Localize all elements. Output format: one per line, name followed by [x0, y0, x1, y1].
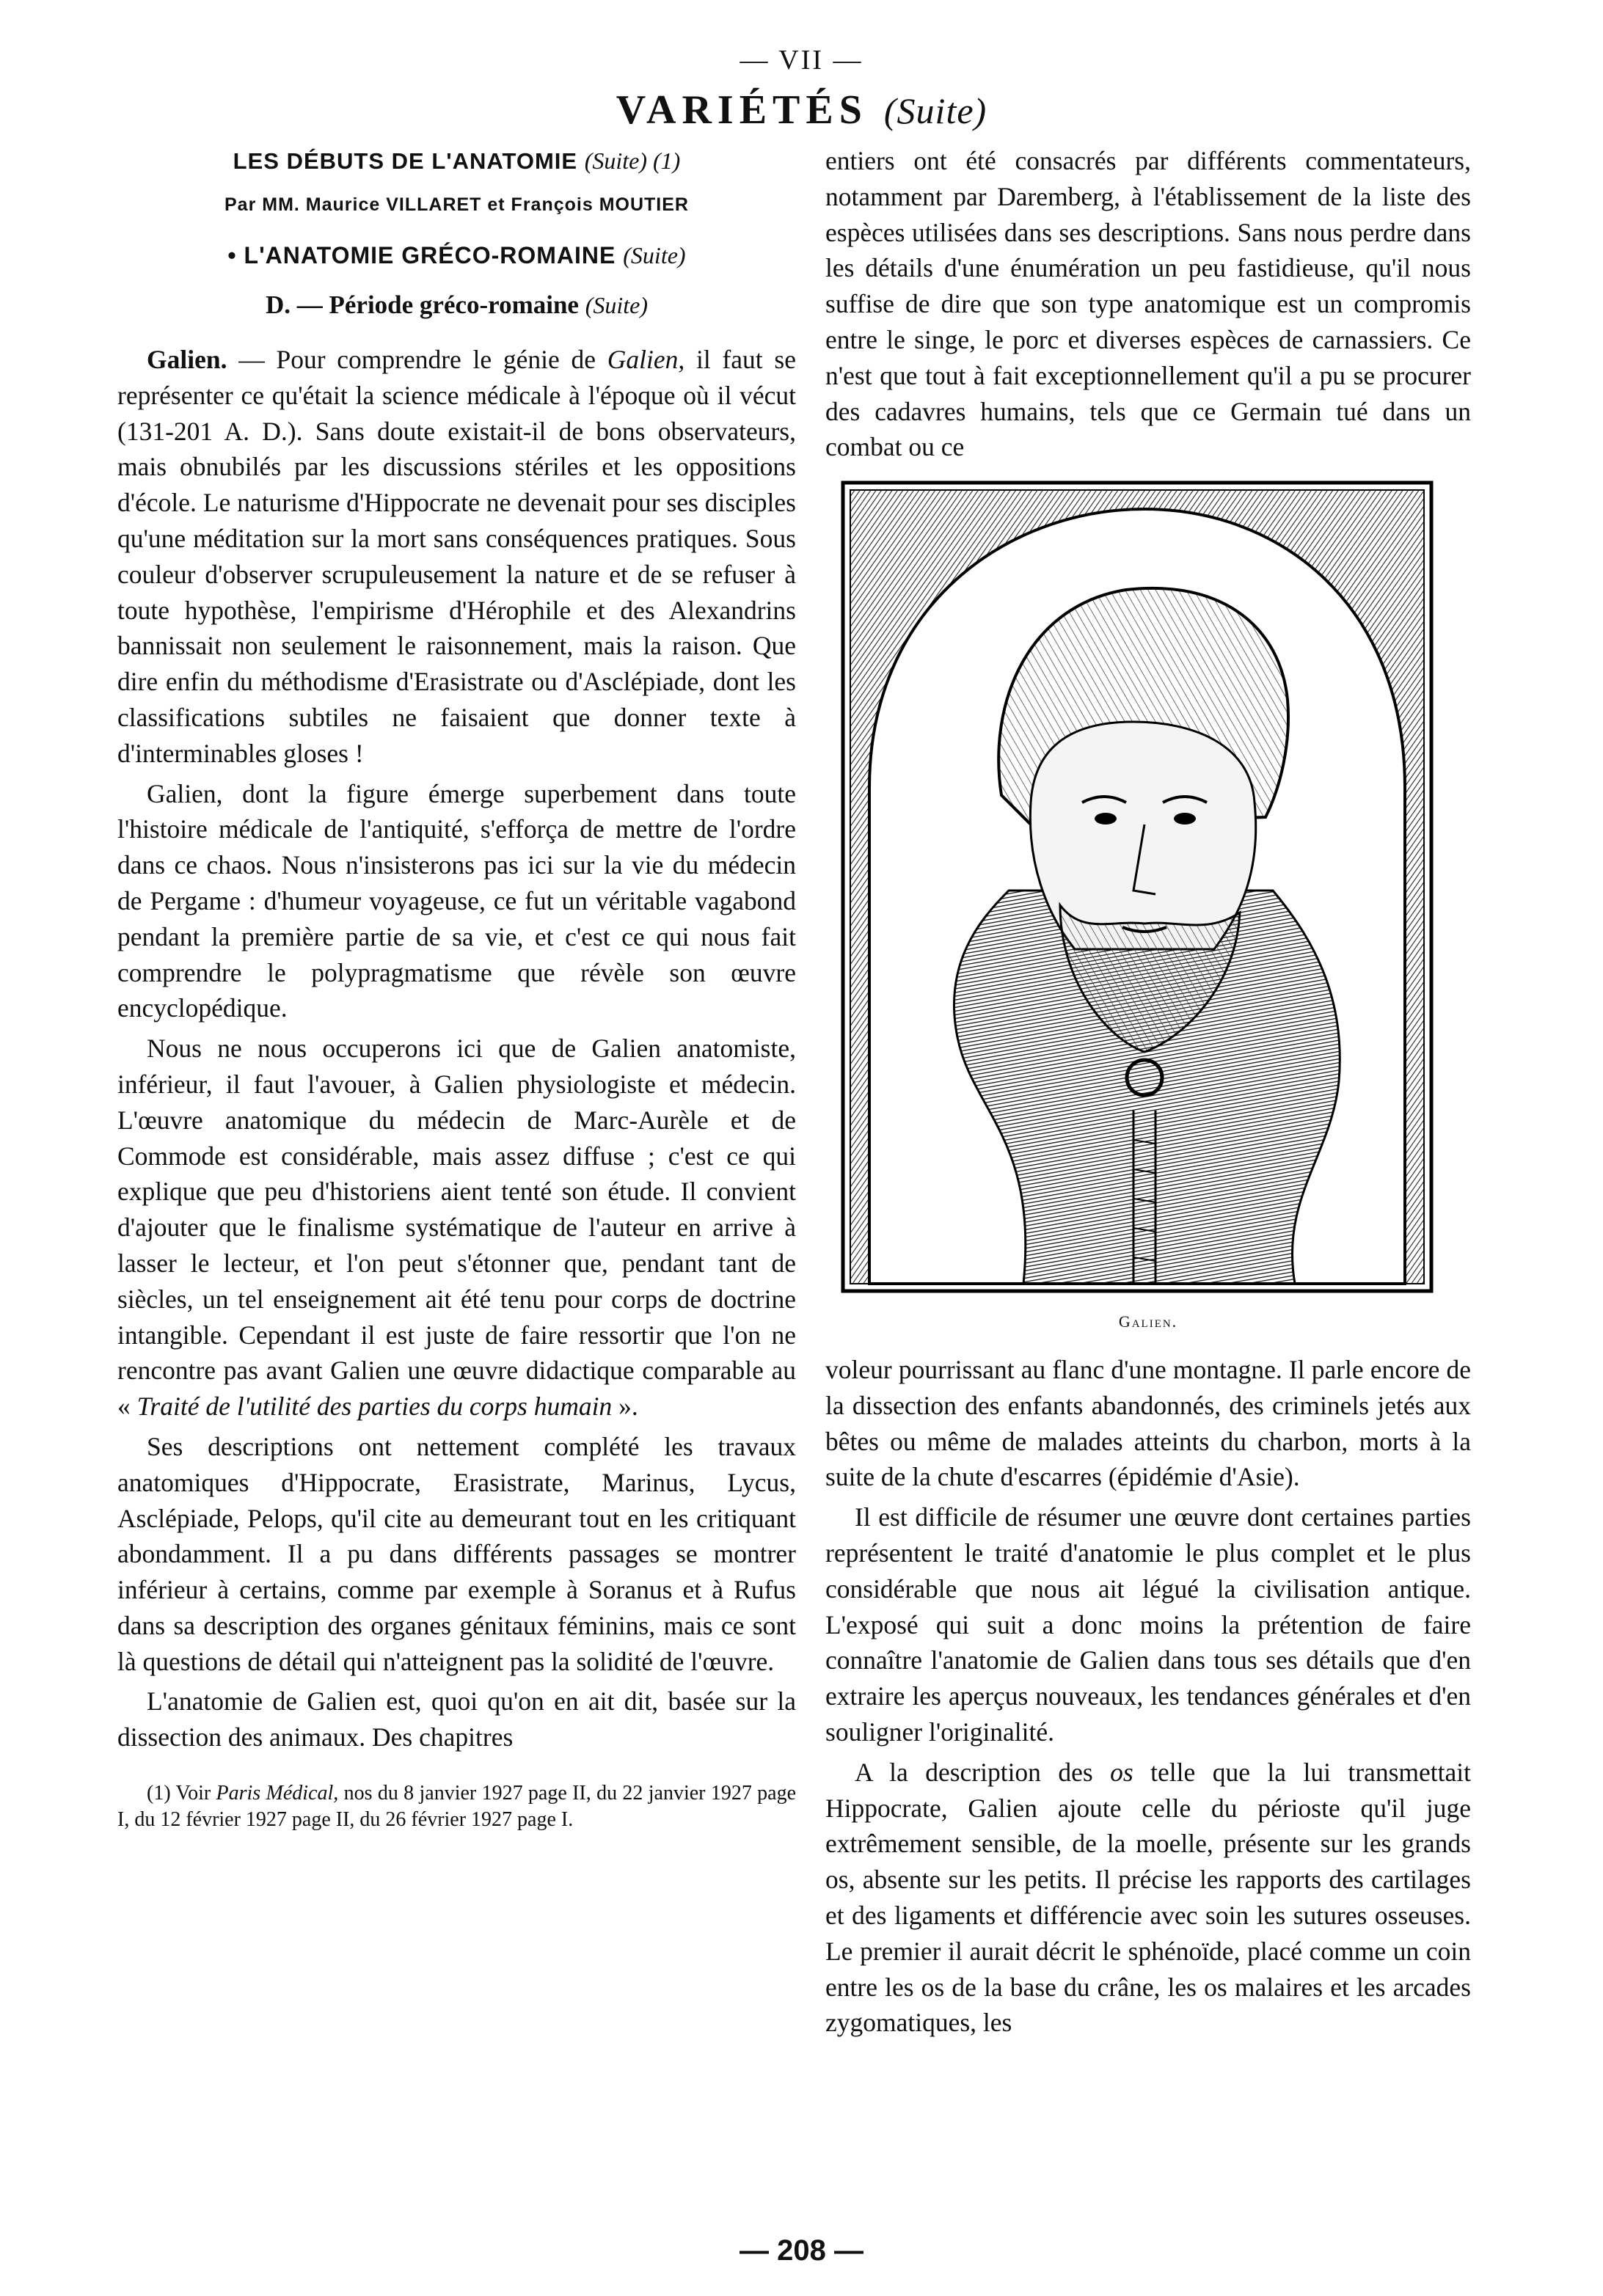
- paragraph-text: telle que la lui transmettait Hippocrate, Galien ajoute celle du périoste qu'il juge extrêmement sensible, de la moelle, présente sur les grands os, absente sur les petits. Il précise les rapports des cartilages et des ligaments et différencie avec soin les sutures osseuses. Le premier il aurait décrit le sphénoïde, placé comme un coin entre les os de la base du crâne, les os malaires et les arcades zygomatiques, les: [825, 1757, 1472, 2038]
- article-subtitle-text: • L'ANATOMIE GRÉCO-ROMAINE: [227, 242, 616, 268]
- paragraph: voleur pourrissant au flanc d'une montagne. Il parle encore de la dissection des enfants abandonnés, des criminels jetés aux bêtes ou même de malades atteints du charbon, morts à la suite de la chute d'escarres (épidémie d'Asie).: [825, 1354, 1471, 1492]
- article-title: [117, 143, 796, 179]
- paragraph-text: il faut se représenter ce qu'était la science médicale à l'époque où il vécut (131-201 A. D.). Sans doute existait-il de bons observateurs, mais obnubilés par les discussions stériles et les oppositions d'école. Le naturisme d'Hippocrate ne devenait pour ses disciples qu'une méditation sur la mort sans conséquences pratiques. Sous couleur d'observer scrupuleusement la nature et de se refuser à toute hypothèse, l'empirisme d'Hérophile et des Alexandrins bannissait non seulement le raisonnement, mais la raison. Que dire enfin du méthodisme d'Erasistrate ou d'Asclépiade, dont les classifications subtiles ne faisaient que donner texte à d'interminables gloses !: [117, 345, 796, 768]
- galien-engraving: [840, 480, 1434, 1294]
- section-suite: (Suite): [883, 90, 987, 131]
- page-roman-numeral: — VII —: [740, 45, 863, 76]
- paragraph-emphasis: os: [1110, 1757, 1133, 1787]
- article-title-suite: (Suite) (1): [584, 147, 681, 174]
- paragraph: Galien, dont la figure émerge superbement dans toute l'histoire médicale de l'antiquité, s'efforça de mettre de l'ordre dans ce chaos. Nous n'insisterons pas ici sur la vie du médecin de Pergame : d'humeur voyageuse, ce fut un véritable vagabond pendant la première partie de sa vie, et c'est ce qui nous fait comprendre le polypragmatisme que révèle son œuvre encyclopédique.: [117, 778, 796, 1023]
- section-title: [0, 87, 1603, 134]
- paragraph: [825, 1755, 1471, 2041]
- paragraph-text: Nous ne nous occuperons ici que de Galien anatomiste, inférieur, il faut l'avouer, à Galien physiologiste et médecin. L'œuvre anatomique du médecin de Marc-Aurèle et de Commode est considérable, mais assez diffuse ; c'est ce qui explique que peu d'historiens aient tenté son étude. Il convient d'ajouter que le finalisme systématique de l'auteur en arrive à lasser le lecteur, et l'on peut s'étonner que, pendant tant de siècles, un tel enseignement ait été tenu pour corps de doctrine intangible. Cependant il est juste de faire ressortir que l'on ne rencontre pas avant Galien une œuvre didactique comparable au «: [117, 1034, 796, 1422]
- paragraph: Il est difficile de résumer une œuvre dont certaines parties représentent le traité d'anatomie le plus complet et le plus considérable que nous ait légué la civilisation antique. L'exposé qui suit a donc moins la prétention de faire connaître l'anatomie de Galien dans tous ses détails que d'en extraire les aperçus nouveaux, les tendances générales et d'en souligner l'originalité.: [825, 1502, 1471, 1747]
- article-subtitle-suite: (Suite): [623, 242, 686, 268]
- paragraph-emphasis: Traité de l'utilité des parties du corps humain: [136, 1392, 613, 1422]
- paragraph-text: A la description des: [855, 1757, 1111, 1787]
- figure-caption: Galien.: [1118, 1312, 1178, 1331]
- section-name: VARIÉTÉS: [616, 87, 868, 133]
- period-heading-suite: (Suite): [585, 292, 649, 318]
- paragraph: L'anatomie de Galien est, quoi qu'on en ait dit, basée sur la dissection des animaux. Des chapitres: [117, 1686, 796, 1752]
- figure: [825, 480, 1471, 1340]
- right-column: [825, 143, 1471, 2041]
- period-heading-text: D. — Période gréco-romaine: [265, 290, 579, 319]
- footnote-text: (1) Voir: [147, 1782, 216, 1805]
- paragraph-text: — Pour comprendre le génie de: [227, 345, 607, 374]
- paragraph-emphasis: Galien,: [607, 345, 685, 374]
- paragraph: entiers ont été consacrés par différents commentateurs, notamment par Daremberg, à l'établissement de la liste des espèces utilisées dans ses descriptions. Sans nous perdre dans les détails d'une énumération un peu fastidieuse, qu'il nous suffise de dire que son type anatomique est un compromis entre le singe, le porc et diverses espèces de carnassiers. Ce n'est que tout à fait exceptionnellement qu'il a pu se procurer des cadavres humains, tels que ce Germain tué dans un combat ou ce: [825, 146, 1471, 462]
- left-column: [117, 143, 796, 1833]
- article-title-text: LES DÉBUTS DE L'ANATOMIE: [233, 148, 578, 174]
- paragraph-lead: Galien.: [147, 345, 227, 374]
- footnote-emphasis: Paris Médical,: [216, 1782, 339, 1805]
- page-number: — 208 —: [740, 2234, 863, 2267]
- paragraph: [117, 1031, 796, 1425]
- footnote-text: nos du 8 janvier 1927 page II, du 22 janvier 1927 page I, du 12 février 1927 page II, du 26 février 1927 page I.: [117, 1782, 797, 1832]
- article-subtitle: [117, 238, 796, 273]
- period-heading: [117, 288, 796, 323]
- paragraph-text: ».: [612, 1392, 638, 1422]
- paragraph: [117, 342, 796, 772]
- paragraph: Ses descriptions ont nettement complété les travaux anatomiques d'Hippocrate, Erasistrate, Marinus, Lycus, Asclépiade, Pelops, qu'il cite au demeurant tout en les critiquant abondamment. Il a pu dans différents passages se montrer inférieur à certains, comme par exemple à Soranus et à Rufus dans sa description des organes génitaux féminins, mais ce sont là questions de détail qui n'atteignent pas la solidité de l'œuvre.: [117, 1431, 796, 1676]
- footnote: [117, 1780, 796, 1833]
- article-byline: Par MM. Maurice VILLARET et François MOUTIER: [224, 194, 689, 215]
- galien-portrait: [840, 480, 1434, 1294]
